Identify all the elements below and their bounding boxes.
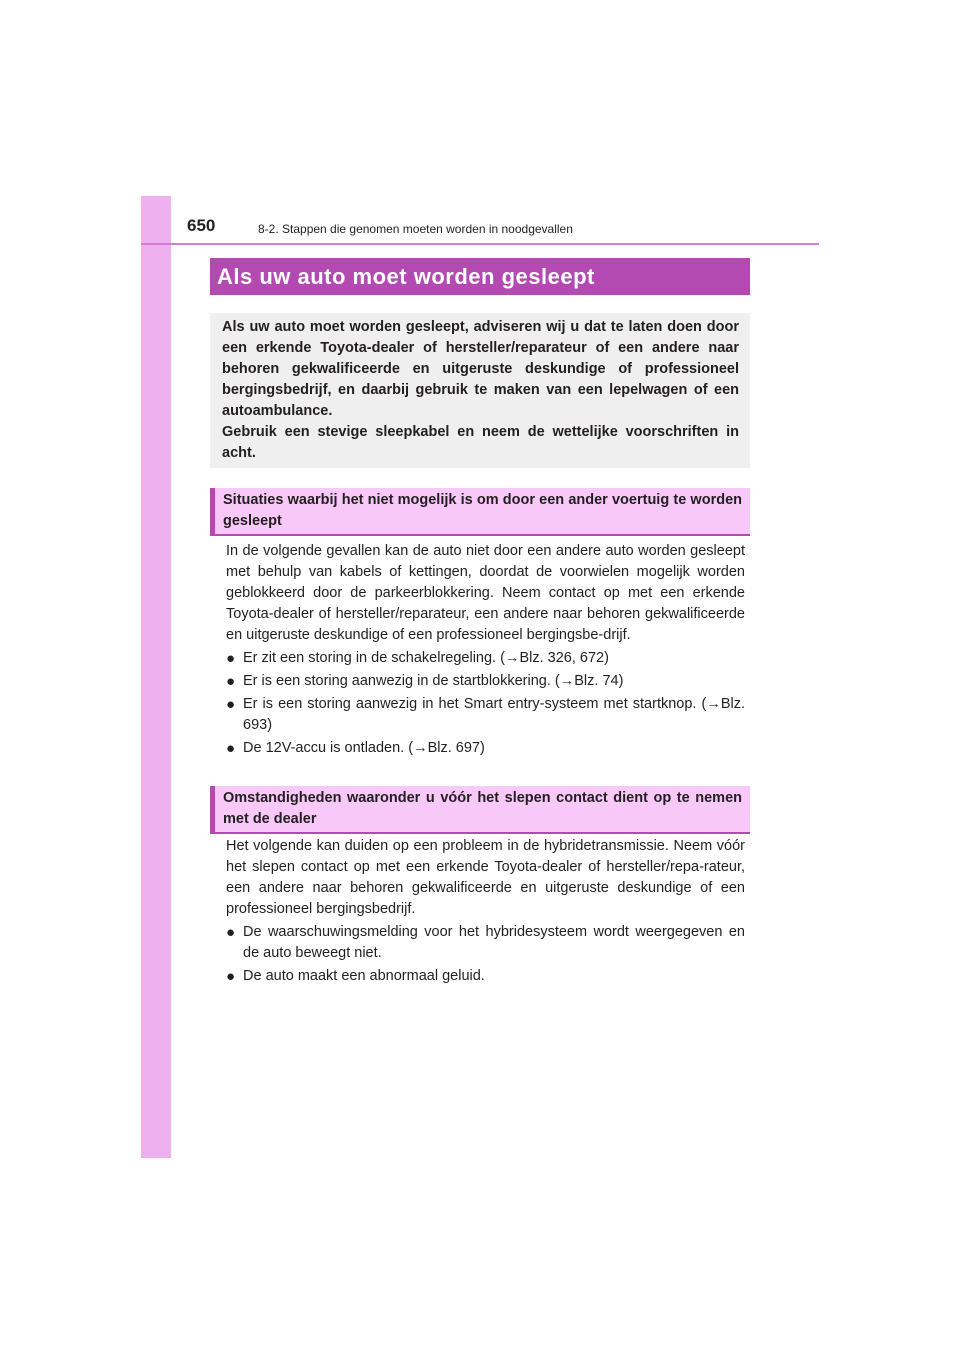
list-item: [226, 648, 745, 669]
list-item-text: Er zit een storing in de schakelregeling. (→Blz. 326, 672): [243, 650, 609, 666]
list-item: [226, 966, 745, 987]
intro-paragraph-1: Als uw auto moet worden gesleept, adviseren wij u dat te laten doen door een erkende Toyota-dealer of hersteller/reparateur of een andere naar behoren gekwalificeerde en uitgeruste deskundige of professioneel bergingsbedrijf, en daarbij gebruik te maken van een lepelwagen of een autoambulance.: [222, 319, 739, 419]
section2-body: [226, 836, 745, 987]
section-header: 8-2. Stappen die genomen moeten worden in noodgevallen: [258, 222, 573, 236]
intro-paragraph-2: Gebruik een stevige sleepkabel en neem de wettelijke voorschriften in acht.: [222, 424, 739, 461]
page-number: 650: [187, 216, 216, 235]
section1-heading: [210, 488, 750, 536]
bullet-icon: ●: [226, 673, 236, 690]
list-item-text: De 12V-accu is ontladen. (→Blz. 697): [243, 740, 485, 756]
list-item: [226, 738, 745, 759]
list-item: [226, 922, 745, 964]
section1-heading-text: Situaties waarbij het niet mogelijk is om door een ander voertuig te worden gesleept: [223, 492, 742, 529]
bullet-icon: ●: [226, 696, 236, 713]
bullet-icon: ●: [226, 924, 236, 941]
section2-paragraph: Het volgende kan duiden op een probleem in de hybridetransmissie. Neem vóór het slepen contact op met een erkende Toyota-dealer of hersteller/repa-rateur, een andere naar behoren gekwalificeerde en uitgeruste deskundige of een professioneel bergingsbedrijf.: [226, 838, 745, 917]
chapter-side-bar: [141, 196, 171, 1158]
list-item-text: De auto maakt een abnormaal geluid.: [243, 968, 485, 984]
section1-paragraph: In de volgende gevallen kan de auto niet door een andere auto worden gesleept met behulp van kabels of kettingen, doordat de voorwielen mogelijk worden geblokkeerd door de parkeerblokkering. Neem contact op met een erkende Toyota-dealer of hersteller/reparateur, een andere naar behoren gekwalificeerde en uitgeruste deskundige of een professioneel bergingsbe-drijf.: [226, 543, 745, 643]
list-item: [226, 694, 745, 736]
bullet-icon: ●: [226, 650, 236, 667]
section2-heading: [210, 786, 750, 834]
list-item: [226, 671, 745, 692]
list-item-text: Er is een storing aanwezig in de startblokkering. (→Blz. 74): [243, 673, 624, 689]
bullet-icon: ●: [226, 968, 236, 985]
section1-body: [226, 541, 745, 759]
section2-heading-text: Omstandigheden waaronder u vóór het slepen contact dient op te nemen met de dealer: [223, 790, 742, 827]
header-rule: [141, 243, 819, 245]
list-item-text: Er is een storing aanwezig in het Smart entry-systeem met startknop. (→Blz. 693): [243, 696, 745, 733]
page-title: Als uw auto moet worden gesleept: [210, 258, 750, 295]
list-item-text: De waarschuwingsmelding voor het hybridesysteem wordt weergegeven en de auto beweegt niet.: [243, 924, 745, 961]
bullet-icon: ●: [226, 740, 236, 757]
intro-box: [210, 313, 750, 468]
